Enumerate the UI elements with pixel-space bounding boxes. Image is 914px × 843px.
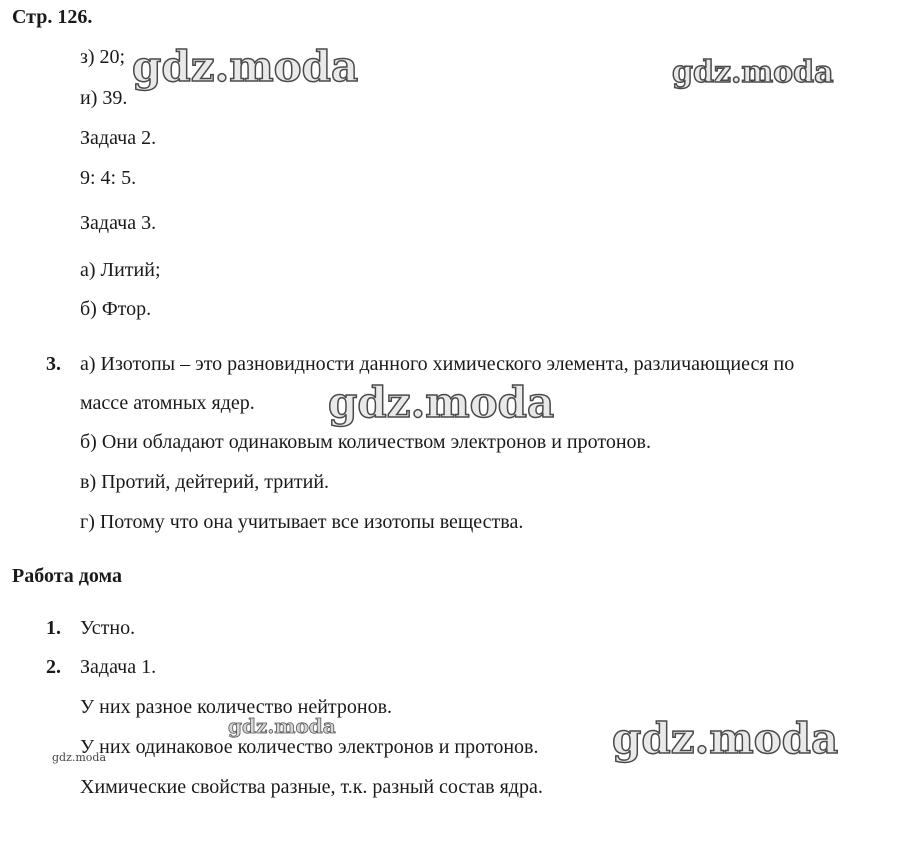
home-line2: У них одинаковое количество электронов и протонов. (80, 736, 539, 758)
watermark-logo-5: gdz.moda (612, 714, 839, 763)
watermark-logo-4: gdz.moda (228, 714, 336, 738)
item3-number: 3. (46, 353, 61, 375)
item3-v: в) Протий, дейтерий, тритий. (80, 471, 330, 493)
answer-z: з) 20; (80, 46, 126, 68)
item3-a-line1: а) Изотопы – это разновидности данного химического элемента, различающиеся по (80, 353, 795, 375)
task2-ratio: 9: 4: 5. (80, 167, 137, 189)
task3-answer-b: б) Фтор. (80, 298, 152, 320)
task3-label: Задача 3. (80, 212, 157, 234)
page-heading: Стр. 126. (12, 6, 93, 28)
item3-g: г) Потому что она учитывает все изотопы вещества. (80, 511, 524, 533)
section-heading-home: Работа дома (12, 565, 122, 587)
item3-a-line2: массе атомных ядер. (80, 392, 255, 414)
home-item1-number: 1. (46, 617, 61, 639)
home-item2-text: Задача 1. (80, 656, 157, 678)
home-line3: Химические свойства разные, т.к. разный состав ядра. (80, 776, 543, 798)
item3-b: б) Они обладают одинаковым количеством электронов и протонов. (80, 431, 651, 453)
watermark-logo-2: gdz.moda (672, 55, 834, 90)
watermark-logo-1: gdz.moda (132, 42, 359, 91)
home-item2-number: 2. (46, 656, 61, 678)
watermark-logo-6: gdz.moda (52, 751, 107, 764)
task2-label: Задача 2. (80, 127, 157, 149)
home-item1-text: Устно. (80, 617, 136, 639)
task3-answer-a: а) Литий; (80, 259, 161, 281)
answer-i: и) 39. (80, 87, 128, 109)
home-line1: У них разное количество нейтронов. (80, 696, 393, 718)
watermark-logo-3: gdz.moda (328, 378, 555, 427)
